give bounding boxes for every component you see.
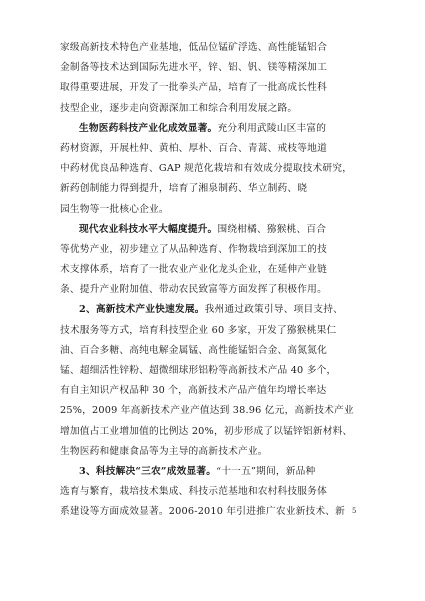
line-text: 选育与繁育，栽培技术集成、科技示范基地和农村科技服务体 bbox=[60, 486, 327, 498]
line-text: 药材资源，开展杜仲、黄柏、厚朴、百合、青蒿、戒枝等地道 bbox=[60, 142, 327, 154]
text-line bbox=[60, 78, 360, 98]
line-text: 等优势产业，初步建立了从品种选育、作物栽培到深加工的技 bbox=[60, 243, 327, 255]
line-text: 增加值占工业增加值的比例达 20%，初步形成了以锰锌铝新材料、 bbox=[60, 425, 353, 437]
section-heading: 现代农业科技水平大幅度提升。 bbox=[79, 223, 218, 235]
line-text: 系建设等方面成效显著。2006-2010 年引进推广农业新技术、新 bbox=[60, 506, 346, 518]
line-text: 围绕柑橘、猕猴桃、百合 bbox=[217, 223, 327, 235]
text-line bbox=[60, 58, 360, 78]
line-text: “十一五”期间，新品种 bbox=[216, 465, 316, 477]
text-line bbox=[60, 99, 360, 119]
line-text: 金制备等技术达到国际先进水平，锌、铝、钒、镁等精深加工 bbox=[60, 62, 327, 74]
text-line bbox=[60, 119, 360, 139]
line-text: 术支撑体系，培育了一批农业产业化龙头企业，在延伸产业链 bbox=[60, 264, 327, 276]
text-line bbox=[60, 159, 360, 179]
text-line bbox=[60, 442, 360, 462]
text-line bbox=[60, 179, 360, 199]
line-text: 家级高新技术特色产业基地，低品位锰矿浮选、高性能锰铝合 bbox=[60, 42, 327, 53]
text-line bbox=[60, 220, 360, 240]
text-line bbox=[60, 482, 360, 502]
line-text: 我州通过政策引导、项目支持、 bbox=[204, 304, 344, 316]
line-text: 25%，2009 年高新技术产业产值达到 38.96 亿元，高新技术产业 bbox=[60, 405, 354, 417]
line-text: 生物医药和健康食品等为主导的高新技术产业。 bbox=[60, 445, 268, 457]
text-line bbox=[60, 341, 360, 361]
text-line bbox=[60, 502, 360, 522]
text-line bbox=[60, 200, 360, 220]
text-line bbox=[60, 260, 360, 280]
section-heading: 2、高新技术产业快速发展。 bbox=[79, 304, 205, 316]
line-text: 新药创制能力得到提升，培育了湘泉制药、华立制药、晓 bbox=[60, 183, 308, 195]
line-text: 技术服务等方式，培育科技型企业 60 多家，开发了猕猴桃果仁 bbox=[60, 324, 337, 336]
text-line bbox=[60, 280, 360, 300]
line-text: 中药材优良品种选育、GAP 规范化栽培和有效成分提取技术研究， bbox=[60, 163, 353, 175]
line-text: 油、百合多糖、高纯电解金属锰、高性能锰铝合金、高氮氮化 bbox=[60, 344, 327, 356]
text-line bbox=[60, 401, 360, 421]
text-line bbox=[60, 300, 360, 320]
text-line bbox=[60, 240, 360, 260]
section-heading: 生物医药科技产业化成效显著。 bbox=[79, 122, 218, 134]
text-line bbox=[60, 422, 360, 442]
line-text: 取得重要进展，开发了一批拳头产品，培育了一批高成长性科 bbox=[60, 82, 327, 94]
text-line bbox=[60, 462, 360, 482]
text-line bbox=[60, 139, 360, 159]
line-text: 技型企业，逐步走向资源深加工和综合利用发展之路。 bbox=[60, 102, 298, 114]
line-text: 条、提升产业附加值、带动农民致富等方面发挥了积极作用。 bbox=[60, 284, 327, 296]
section-heading: 3、科技解决“三农”成效显著。 bbox=[79, 465, 217, 477]
line-text: 锰、超细活性锌粉、超微细球形铝粉等高新技术产品 40 多个， bbox=[60, 365, 337, 376]
text-line bbox=[60, 321, 360, 341]
line-text: 有自主知识产权品种 30 个，高新技术产品产值年均增长率达 bbox=[60, 385, 327, 397]
text-line bbox=[60, 38, 360, 58]
text-line bbox=[60, 361, 360, 381]
text-line bbox=[60, 381, 360, 401]
page-number: 5 bbox=[352, 507, 357, 515]
line-text: 园生物等一批核心企业。 bbox=[60, 203, 169, 215]
line-text: 充分利用武陵山区丰富的 bbox=[217, 122, 327, 134]
body-text bbox=[60, 38, 360, 523]
